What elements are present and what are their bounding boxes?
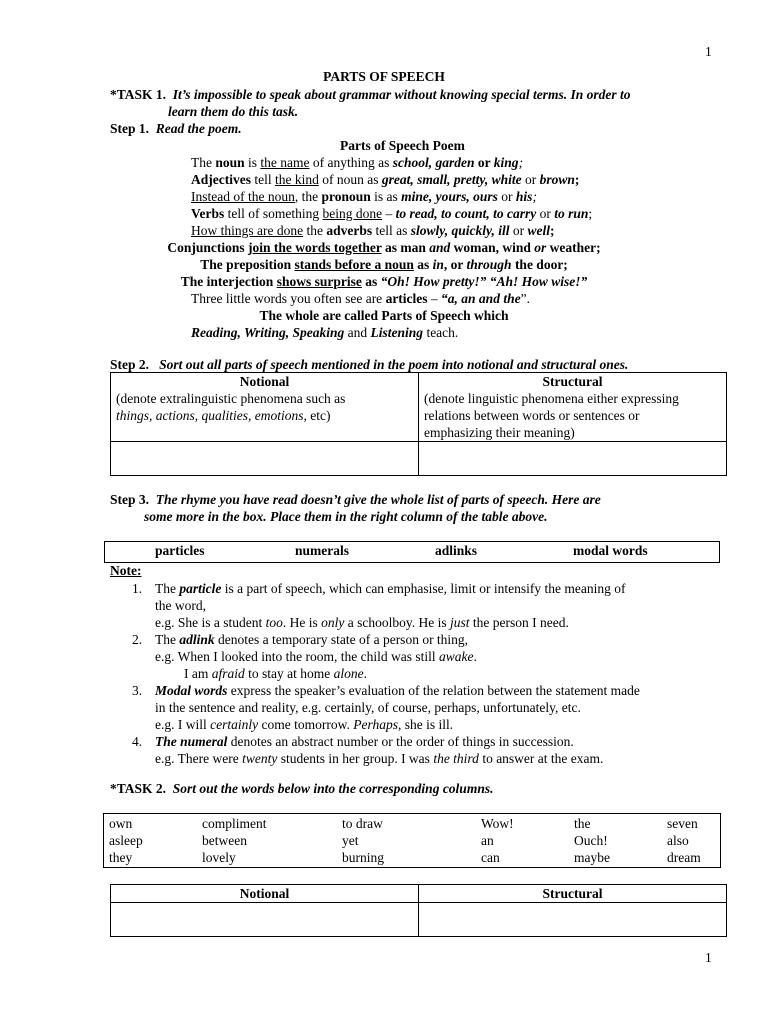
note-3-example: e.g. I will certainly come tomorrow. Perhaps, she is ill. (155, 717, 454, 732)
note-4-example: e.g. There were twenty students in her group. I was the third to answer at the exam. (155, 751, 604, 766)
poem-line-10: The whole are called Parts of Speech which (259, 308, 509, 323)
task2 (110, 781, 493, 797)
box-word-adlinks: adlinks (435, 543, 478, 558)
step3-line2: some more in the box. Place them in the right column of the table above. (144, 509, 548, 524)
word-grid-box (103, 813, 721, 868)
notional-desc-1: (denote extralinguistic phenomena such as (116, 391, 346, 406)
step2-text: Sort out all parts of speech mentioned in the poem into notional and structural ones. (159, 357, 629, 372)
task1-line1 (110, 87, 630, 103)
structural-header: Structural (542, 374, 603, 389)
step2 (110, 357, 628, 373)
word-cell: dream (667, 850, 701, 865)
structural-desc-2: relations between words or sentences or (424, 408, 640, 423)
page-number-bottom: 1 (705, 950, 712, 965)
note-2-line-1: The adlink denotes a temporary state of a person or thing, (155, 632, 469, 647)
notional-header: Notional (239, 374, 290, 389)
task2-text: Sort out the words below into the corresponding columns. (172, 781, 494, 796)
note-number-3: 3. (132, 683, 143, 698)
task2-label: *TASK 2. (110, 781, 167, 796)
note-1-line-2: the word, (155, 598, 206, 613)
word-cell: compliment (202, 816, 267, 831)
word-cell: the (574, 816, 591, 831)
word-cell: maybe (574, 850, 610, 865)
notional-desc-2: things, actions, qualities, emotions, etc) (116, 408, 331, 423)
word-cell: they (109, 850, 133, 865)
note-4-line-1: The numeral denotes an abstract number or the order of things in succession. (155, 734, 574, 749)
word-cell: asleep (109, 833, 143, 848)
structural-desc-1: (denote linguistic phenomena either expressing (424, 391, 679, 406)
poem-line-5: How things are done the adverbs tell as slowly, quickly, ill or well; (191, 223, 555, 238)
task1-text: It’s impossible to speak about grammar without knowing special terms. In order to (172, 87, 631, 102)
word-cell: Ouch! (574, 833, 608, 848)
note-1-line-1: The particle is a part of speech, which can emphasise, limit or intensify the meaning of (155, 581, 626, 596)
step3-line1 (110, 492, 601, 508)
note-2-example-2: I am afraid to stay at home alone. (184, 666, 367, 681)
poem-line-7: The preposition stands before a noun as in, or through the door; (200, 257, 568, 272)
step1-text: Read the poem. (155, 121, 242, 136)
structural-answer-cell[interactable] (419, 442, 727, 476)
notional-answer-cell[interactable] (111, 442, 419, 476)
word-cell: burning (342, 850, 384, 865)
step1-label: Step 1. (110, 121, 150, 136)
word-cell: lovely (202, 850, 236, 865)
poem-line-3: Instead of the noun, the pronoun is as mine, yours, ours or his; (191, 189, 537, 204)
note-label: Note: (110, 563, 142, 578)
note-2-example-1: e.g. When I looked into the room, the child was still awake. (155, 649, 477, 664)
structural-header-cell (419, 373, 727, 442)
note-number-4: 4. (132, 734, 143, 749)
note-3-line-1: Modal words express the speaker’s evaluation of the relation between the statement made (155, 683, 640, 698)
poem-line-6: Conjunctions join the words together as man and woman, wind or weather; (167, 240, 601, 255)
task2-structural-header: Structural (419, 885, 727, 903)
step2-label: Step 2. (110, 357, 150, 372)
poem-title: Parts of Speech Poem (340, 138, 465, 153)
word-cell: between (202, 833, 247, 848)
step1 (110, 121, 242, 137)
word-cell: seven (667, 816, 698, 831)
box-word-particles: particles (155, 543, 205, 558)
words-box (104, 541, 720, 563)
note-number-1: 1. (132, 581, 143, 596)
task2-notional-answer-cell[interactable] (111, 903, 419, 937)
poem-line-8: The interjection shows surprise as “Oh! How pretty!” “Ah! How wise!” (180, 274, 588, 289)
poem-line-2: Adjectives tell the kind of noun as great, small, pretty, white or brown; (191, 172, 580, 187)
poem-line-9: Three little words you often see are articles – “a, an and the”. (191, 291, 530, 306)
word-cell: Wow! (481, 816, 514, 831)
note-number-2: 2. (132, 632, 143, 647)
word-cell: own (109, 816, 133, 831)
task2-structural-answer-cell[interactable] (419, 903, 727, 937)
box-word-numerals: numerals (295, 543, 349, 558)
word-cell: to draw (342, 816, 383, 831)
word-cell: yet (342, 833, 359, 848)
task2-notional-header: Notional (111, 885, 419, 903)
task1-line2: learn them do this task. (168, 104, 299, 119)
task2-answer-table (110, 884, 727, 937)
box-word-modal-words: modal words (573, 543, 648, 558)
poem-line-4: Verbs tell of something being done – to read, to count, to carry or to run; (191, 206, 593, 221)
word-cell: can (481, 850, 500, 865)
page-number-top: 1 (705, 44, 712, 59)
step3-label: Step 3. (110, 492, 150, 507)
poem-line-11: Reading, Writing, Speaking and Listening teach. (191, 325, 459, 340)
structural-desc-3: emphasizing their meaning) (424, 425, 575, 440)
step3-text: The rhyme you have read doesn’t give the whole list of parts of speech. Here are (155, 492, 601, 507)
word-cell: an (481, 833, 494, 848)
poem-line-1: The noun is the name of anything as school, garden or king; (191, 155, 524, 170)
task1-label: *TASK 1. (110, 87, 167, 102)
note-3-line-2: in the sentence and reality, e.g. certainly, of course, perhaps, unfortunately, etc. (155, 700, 581, 715)
notional-header-cell (111, 373, 419, 442)
notional-structural-table (110, 372, 727, 476)
note-1-example: e.g. She is a student too. He is only a schoolboy. He is just the person I need. (155, 615, 569, 630)
page-title: PARTS OF SPEECH (323, 69, 445, 84)
word-cell: also (667, 833, 689, 848)
